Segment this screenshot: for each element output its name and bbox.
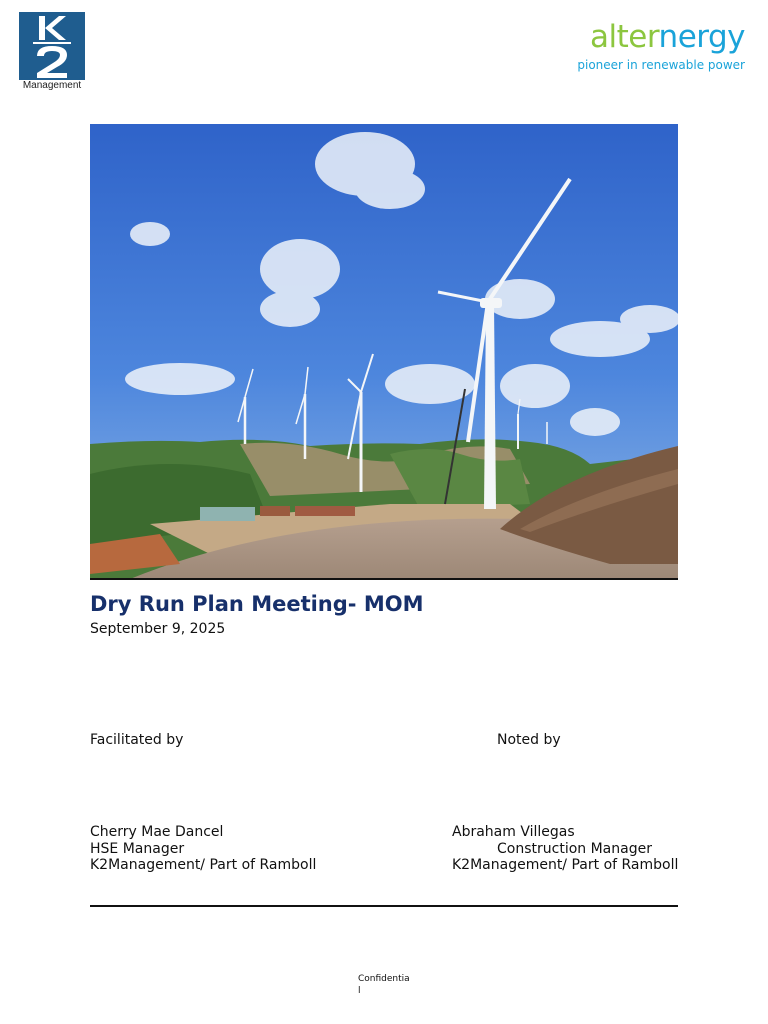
title-divider: [90, 578, 678, 580]
alternergy-word-part2: nergy: [658, 19, 745, 55]
noter-position: Construction Manager: [497, 841, 652, 857]
alternergy-word-part1: alter: [590, 19, 659, 55]
noter-organization: K2Management/ Part of Ramboll: [452, 857, 679, 873]
document-title: Dry Run Plan Meeting- MOM: [90, 592, 424, 616]
k2-logo-caption: Management: [22, 80, 82, 91]
noted-by-label: Noted by: [497, 732, 561, 748]
noter-name: Abraham Villegas: [452, 824, 575, 840]
k2-logo-mark: [19, 12, 85, 80]
facilitator-organization: K2Management/ Part of Ramboll: [90, 857, 317, 873]
document-date: September 9, 2025: [90, 621, 226, 637]
confidential-line-2: l: [358, 986, 361, 996]
alternergy-tagline: pioneer in renewable power: [577, 58, 745, 72]
facilitated-by-label: Facilitated by: [90, 732, 184, 748]
confidential-line-1: Confidentia: [358, 974, 410, 984]
bottom-divider: [90, 905, 678, 907]
confidential-footer: [358, 973, 418, 997]
wind-farm-photo: [90, 124, 678, 579]
facilitator-name: Cherry Mae Dancel: [90, 824, 224, 840]
alternergy-wordmark: [560, 18, 745, 56]
facilitator-position: HSE Manager: [90, 841, 185, 857]
k2-management-logo: [19, 12, 85, 92]
alternergy-logo: [560, 18, 745, 82]
